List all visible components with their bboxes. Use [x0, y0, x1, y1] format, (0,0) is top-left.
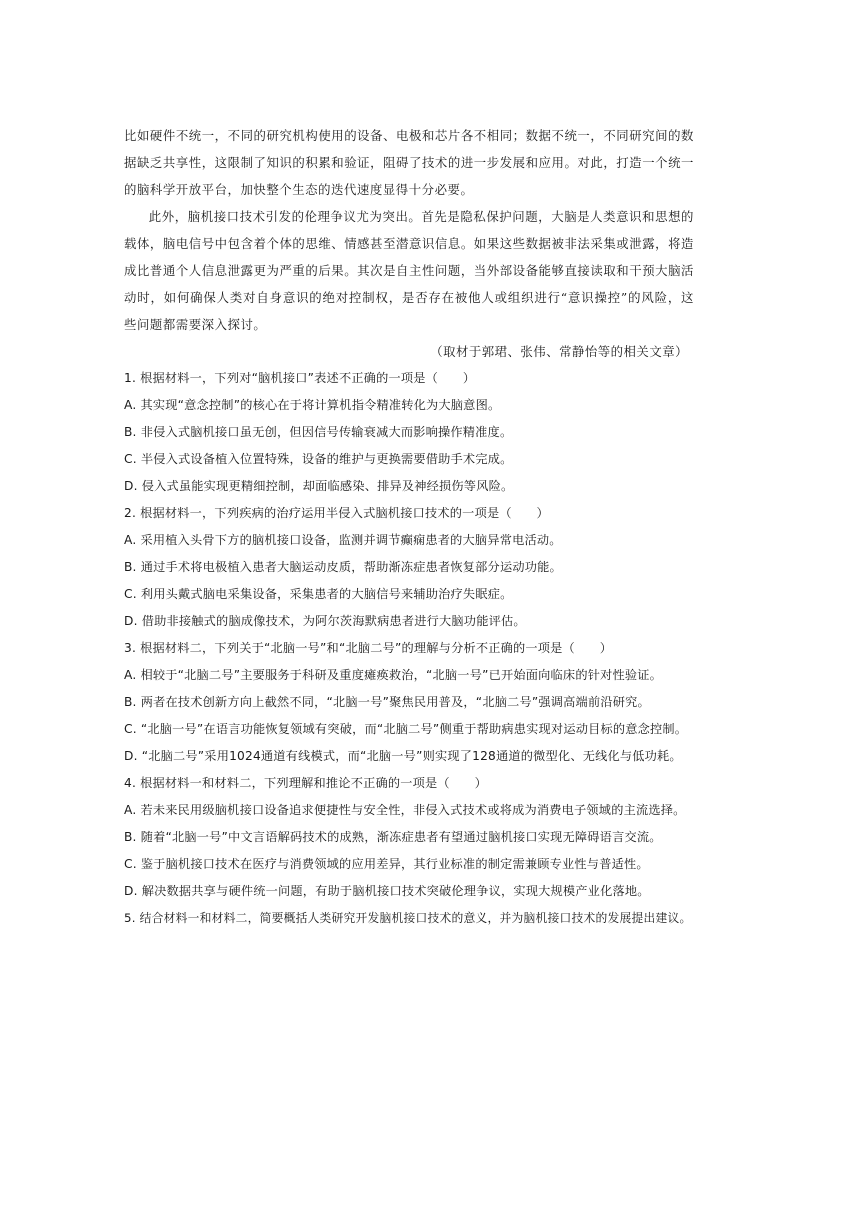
passage-paragraph-2: 此外，脑机接口技术引发的伦理争议尤为突出。首先是隐私保护问题，大脑是人类意识和思想的载体，脑电信号中包含着个体的思维、情感甚至潜意识信息。如果这些数据被非法采集或泄露，将造成比普通个人信息泄露更为严重的后果。其次是自主性问题，当外部设备能够直接读取和干预大脑活动时，如何确保人类对自身意识的绝对控制权，是否存在被他人或组织进行“意识操控”的风险，这些问题都需要深入探讨。: [124, 209, 694, 332]
question-1-option-d: D. 侵入式虽能实现更精细控制，却面临感染、排异及神经损伤等风险。: [124, 479, 514, 493]
question-2-option-b: B. 通过手术将电极植入患者大脑运动皮质，帮助渐冻症患者恢复部分运动功能。: [124, 560, 562, 574]
question-4-option-b: B. 随着“北脑一号”中文言语解码技术的成熟，渐冻症患者有望通过脑机接口实现无障碍语言交流。: [124, 830, 662, 844]
passage-paragraph-1: 比如硬件不统一，不同的研究机构使用的设备、电极和芯片各不相同；数据不统一，不同研究间的数据缺乏共享性，这限制了知识的积累和验证，阻碍了技术的进一步发展和应用。对此，打造一个统一的脑科学开放平台，加快整个生态的迭代速度显得十分必要。: [124, 128, 694, 197]
question-4-stem: 4. 根据材料一和材料二，下列理解和推论不正确的一项是（ ）: [124, 776, 487, 790]
question-1-stem: 1. 根据材料一，下列对“脑机接口”表述不正确的一项是（ ）: [124, 371, 476, 385]
question-2-option-c: C. 利用头戴式脑电采集设备，采集患者的大脑信号来辅助治疗失眠症。: [124, 587, 513, 601]
question-5-stem: 5. 结合材料一和材料二，简要概括人类研究开发脑机接口技术的意义，并为脑机接口技术的发展提出建议。: [124, 911, 692, 925]
question-3-stem: 3. 根据材料二，下列关于“北脑一号”和“北脑二号”的理解与分析不正确的一项是（ ）: [124, 641, 613, 655]
question-3-option-c: C. “北脑一号”在语言功能恢复领域有突破，而“北脑二号”侧重于帮助病患实现对运动目标的意念控制。: [124, 722, 688, 736]
question-4-option-a: A. 若未来民用级脑机接口设备追求便捷性与安全性，非侵入式技术或将成为消费电子领域的主流选择。: [124, 803, 686, 817]
reading-passage: [124, 122, 694, 338]
question-1-option-c: C. 半侵入式设备植入位置特殊，设备的维护与更换需要借助手术完成。: [124, 452, 513, 466]
question-3-option-d: D. “北脑二号”采用1024通道有线模式，而“北脑一号”则实现了128通道的微型化、无线化与低功耗。: [124, 749, 682, 763]
question-4-option-d: D. 解决数据共享与硬件统一问题，有助于脑机接口技术突破伦理争议，实现大规模产业化落地。: [124, 884, 650, 898]
source-citation: （取材于郭珺、张伟、常静怡等的相关文章）: [430, 344, 688, 359]
question-1-option-a: A. 其实现“意念控制”的核心在于将计算机指令精准转化为大脑意图。: [124, 398, 501, 412]
document-page: [124, 122, 694, 932]
question-list: [124, 365, 694, 932]
question-2-option-d: D. 借助非接触式的脑成像技术，为阿尔茨海默病患者进行大脑功能评估。: [124, 614, 526, 628]
question-3-option-a: A. 相较于“北脑二号”主要服务于科研及重度瘫痪救治，“北脑一号”已开始面向临床的针对性验证。: [124, 668, 663, 682]
question-2-stem: 2. 根据材料一，下列疾病的治疗运用半侵入式脑机接口技术的一项是（ ）: [124, 506, 549, 520]
question-2-option-a: A. 采用植入头骨下方的脑机接口设备，监测并调节癫痫患者的大脑异常电活动。: [124, 533, 562, 547]
question-3-option-b: B. 两者在技术创新方向上截然不同，“北脑一号”聚焦民用普及，“北脑二号”强调高端前沿研究。: [124, 695, 650, 709]
question-4-option-c: C. 鉴于脑机接口技术在医疗与消费领域的应用差异，其行业标准的制定需兼顾专业性与普适性。: [124, 857, 649, 871]
question-1-option-b: B. 非侵入式脑机接口虽无创，但因信号传输衰减大而影响操作精准度。: [124, 425, 513, 439]
